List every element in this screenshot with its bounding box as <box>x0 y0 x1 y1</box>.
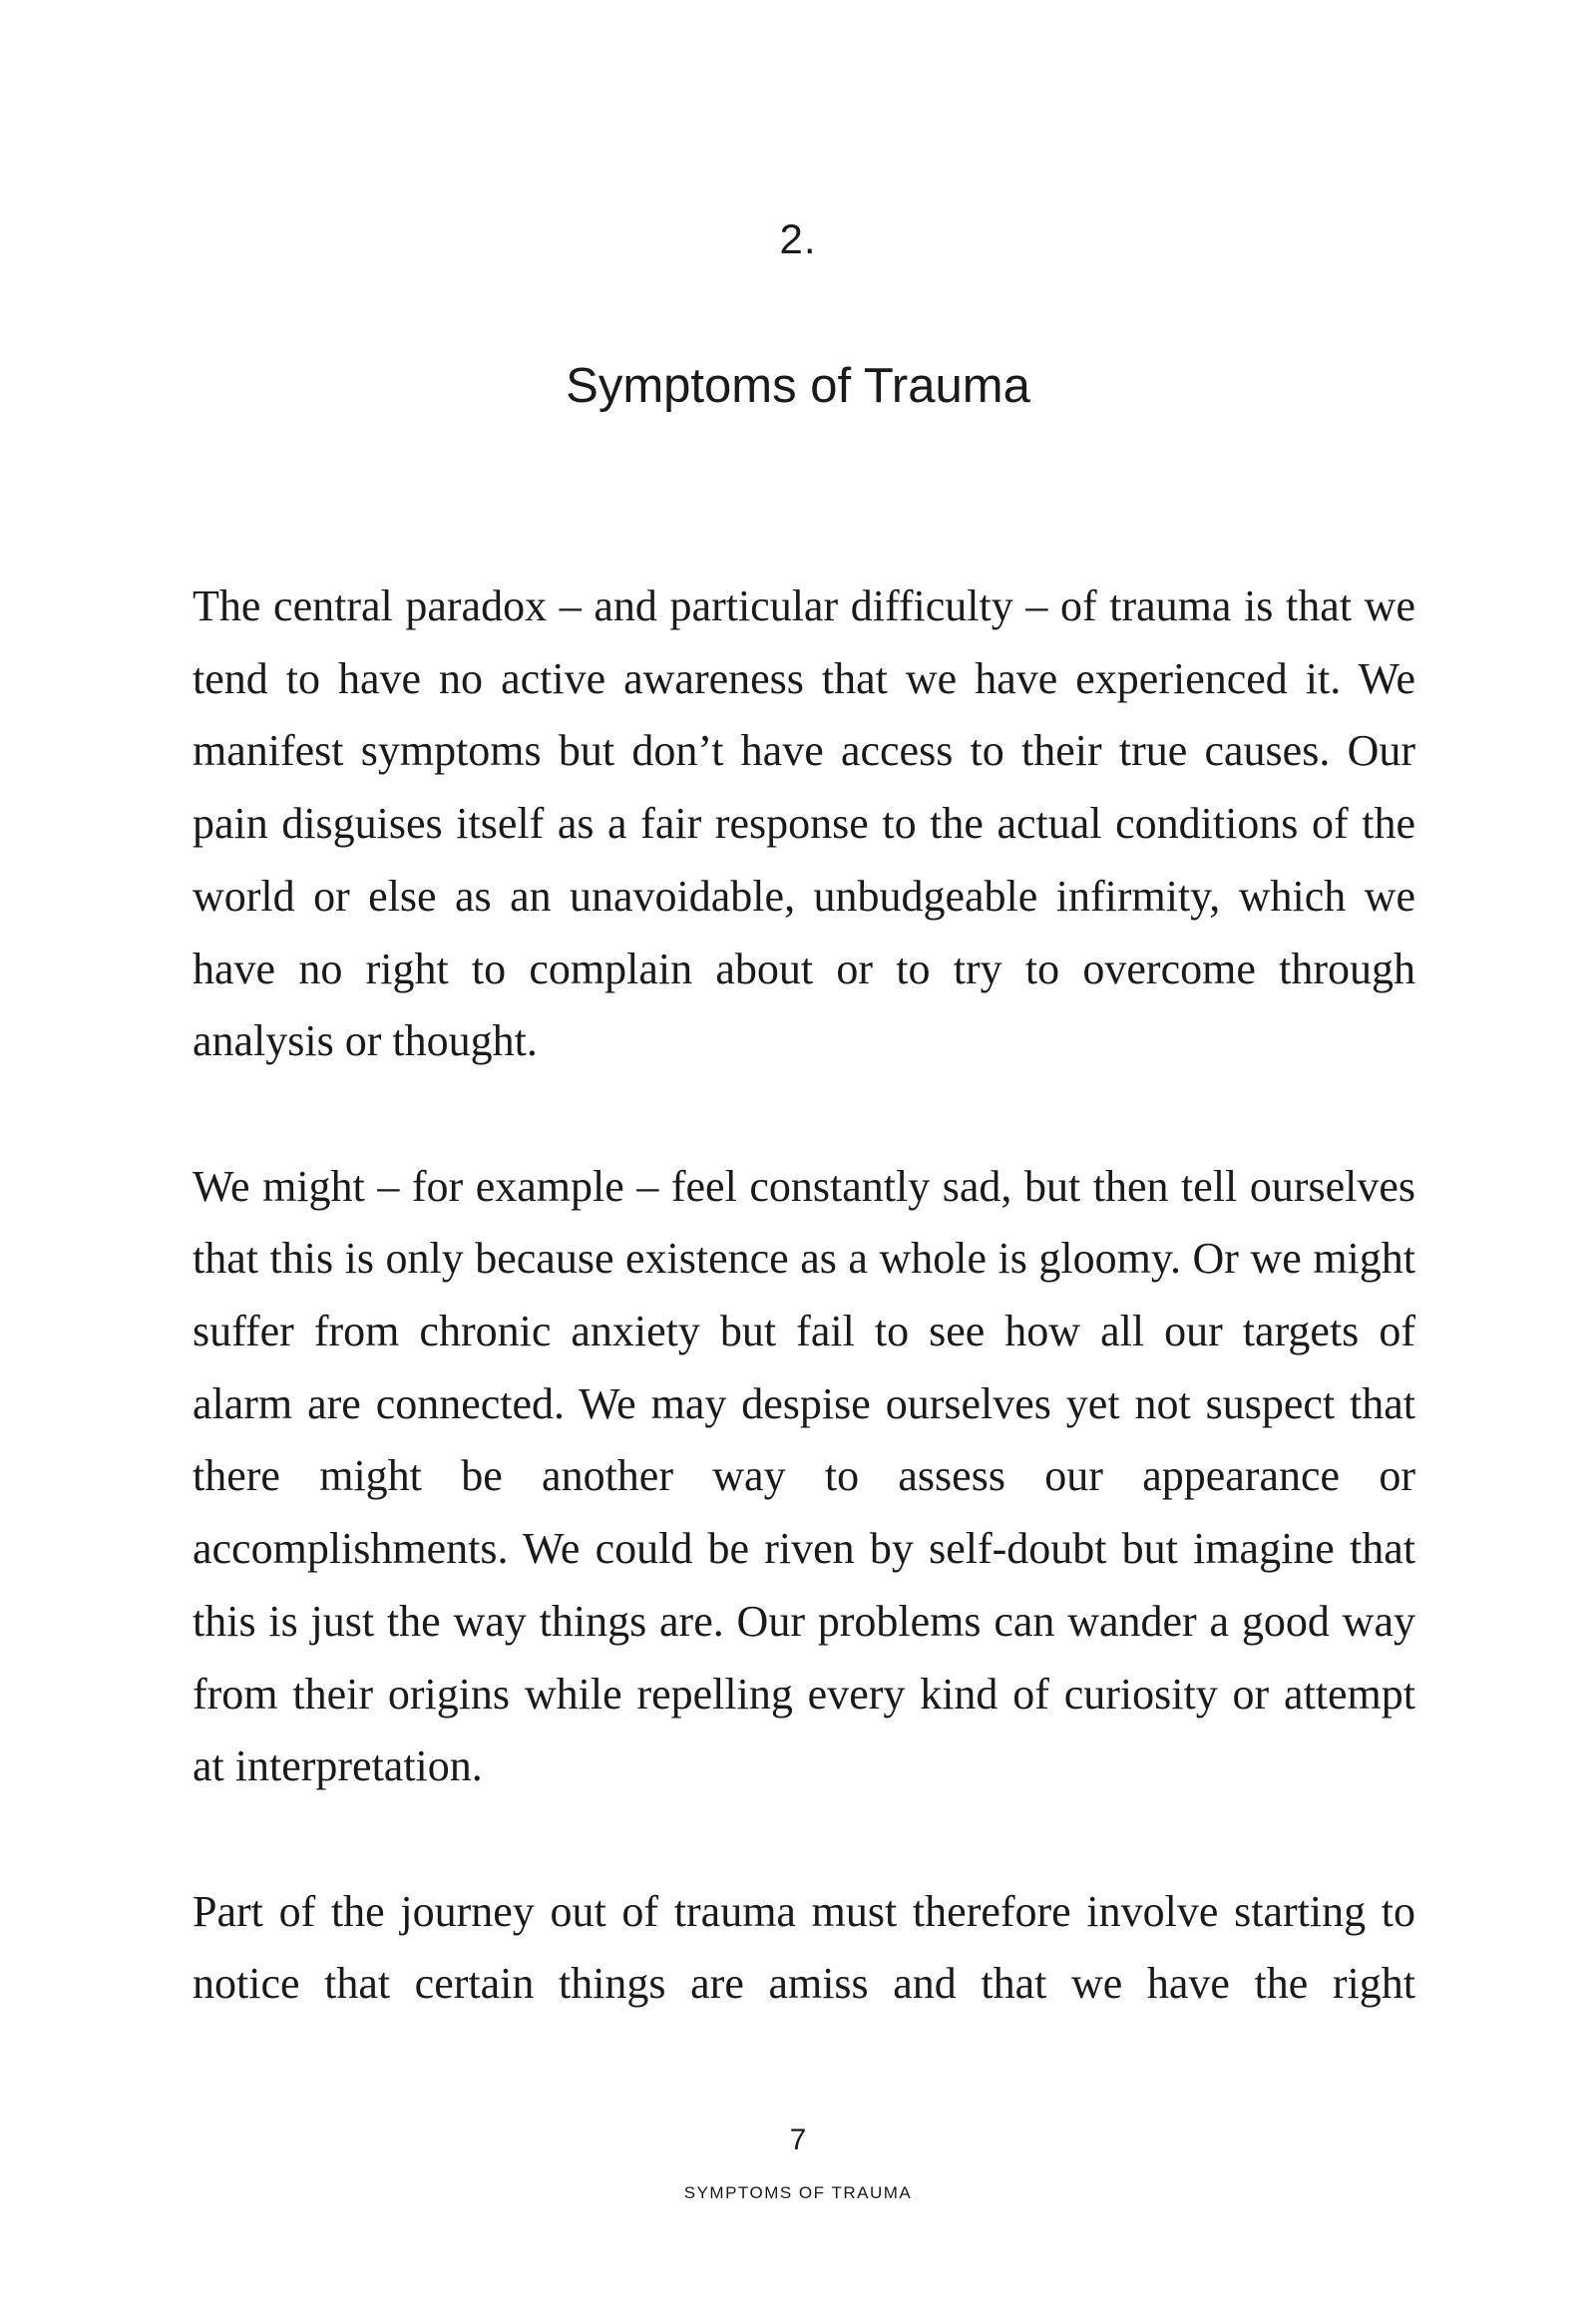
chapter-number: 2. <box>779 215 817 262</box>
paragraph-1: The central paradox – and particular difficulty – of trauma is that we tend to have no active awareness that we have experienced it. We manifest symptoms but don’t have access to their true causes. Our pain disguises itself as a fair response to the actual conditions of the world or else as an unavoidable, unbudgeable infirmity, which we have no right to complain about or to try to overcome through analysis or thought. <box>193 581 1415 1066</box>
paragraph-2: We might – for example – feel constantly sad, but then tell ourselves that this is only because existence as a whole is gloomy. Or we might suffer from chronic anxiety but fail to see how all our targets of alarm are connected. We may despise ourselves yet not suspect that there might be another way to assess our appearance or accomplishments. We could be riven by self-doubt but imagine that this is just the way things are. Our problems can wander a good way from their origins while repelling every kind of curiosity or attempt at interpretation. <box>193 1161 1415 1791</box>
running-footer-title: SYMPTOMS OF TRAUMA <box>683 2183 913 2202</box>
paragraph-3: Part of the journey out of trauma must therefore involve starting to notice that certain things are amiss and that we have the right <box>193 1886 1415 2009</box>
chapter-title: Symptoms of Trauma <box>566 359 1030 413</box>
body-text <box>193 571 1415 2021</box>
page-number: 7 <box>789 2123 807 2156</box>
